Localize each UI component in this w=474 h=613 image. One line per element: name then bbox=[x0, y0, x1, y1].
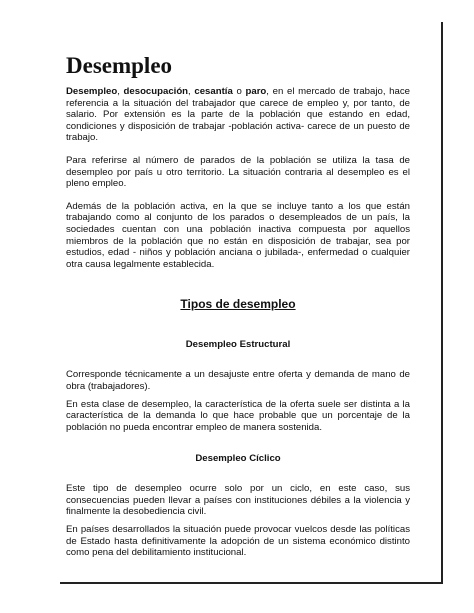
estructural-paragraph-1: Corresponde técnicamente a un desajuste entre oferta y demanda de mano de obra (trabajadores). bbox=[66, 369, 410, 392]
page-border-bottom bbox=[60, 582, 443, 584]
term-desocupacion: desocupación bbox=[123, 86, 189, 97]
intro-separator: , bbox=[117, 86, 124, 97]
intro-separator: o bbox=[232, 86, 246, 97]
subsection-title-ciclico: Desempleo Cíclico bbox=[195, 453, 281, 465]
intro-paragraph bbox=[66, 86, 410, 144]
paragraph-poblacion-inactiva: Además de la población activa, en la que se incluye tanto a los que están trabajando como al conjunto de los parados o desempleados de un país, la sociedades cuentan con una población inactiva compuesta por aquellos miembros de la población que no están en disposición de trabajar, sea por estudios, edad - niños y población anciana o jubilada-, enfermedad o cualquier otra causa legalmente establecida. bbox=[66, 200, 410, 270]
intro-rest: , en el mercado de trabajo, hace referencia a la situación del trabajador que carece de empleo y, por tanto, de salario. Por extensión es la parte de la población que estando en edad, condiciones y disposición de trabajar -población activa- carece de un puesto de trabajo. bbox=[66, 86, 410, 144]
page-border-right bbox=[441, 22, 443, 584]
term-paro: paro bbox=[245, 86, 267, 97]
paragraph-tasa-desempleo: Para referirse al número de parados de la población se utiliza la tasa de desempleo por país u otro territorio. La situación contraria al desempleo es el pleno empleo. bbox=[66, 154, 410, 190]
ciclico-paragraph-1: Este tipo de desempleo ocurre solo por un ciclo, en este caso, sus consecuencias pueden llevar a países con instituciones débiles a la violencia y finalmente la desobediencia civil. bbox=[66, 483, 410, 518]
estructural-paragraph-2: En esta clase de desempleo, la característica de la oferta suele ser distinta a la característica de la demanda lo que hace probable que un porcentaje de la población no pueda encontrar empleo de manera sostenida. bbox=[66, 398, 410, 433]
document-title: Desempleo bbox=[66, 53, 173, 78]
term-cesantia: cesantía bbox=[194, 86, 233, 97]
ciclico-paragraph-2: En países desarrollados la situación puede provocar vuelcos desde las políticas de Estado hasta definitivamente la adopción de un sistema económico distinto como pena del debilitamiento institucional. bbox=[66, 524, 410, 559]
section-title-tipos: Tipos de desempleo bbox=[180, 297, 296, 312]
intro-separator: , bbox=[188, 86, 195, 97]
subsection-title-estructural: Desempleo Estructural bbox=[185, 339, 291, 351]
document-content bbox=[66, 52, 410, 559]
term-desempleo: Desempleo bbox=[66, 86, 118, 97]
